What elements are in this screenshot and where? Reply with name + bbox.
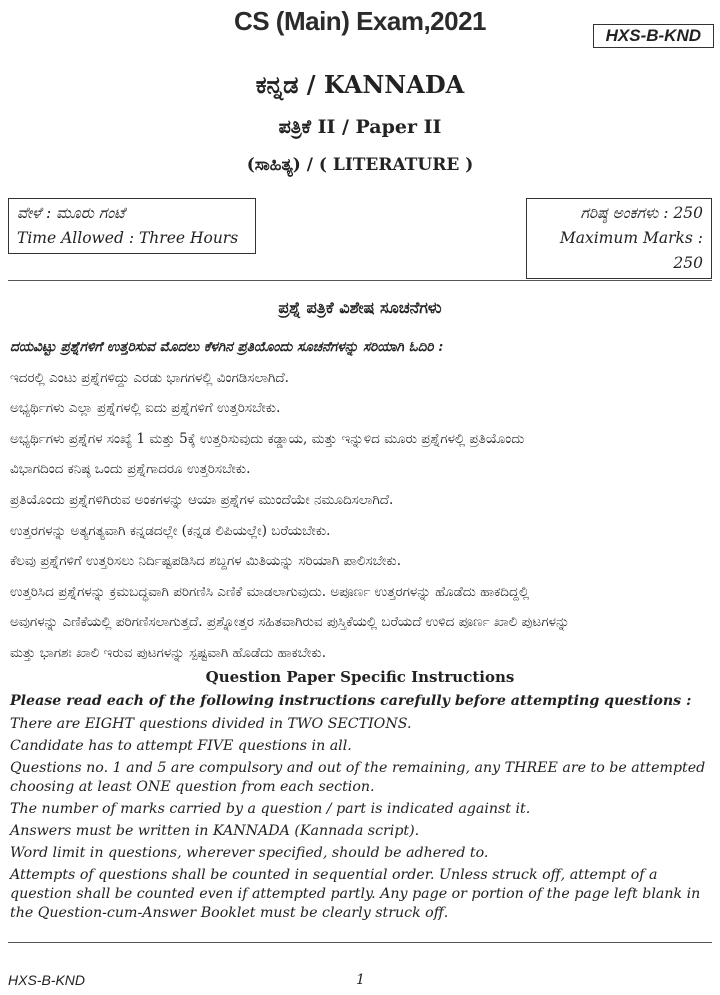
time-kannada: ವೇಳೆ : ಮೂರು ಗಂಟೆ [17,204,125,222]
kannada-instruction-line: ವಿಭಾಗದಿಂದ ಕನಿಷ್ಠ ಒಂದು ಪ್ರಶ್ನೆಗಾದರೂ ಉತ್ತರಿಸಬೇಕು. [10,461,251,478]
english-instruction-item: There are EIGHT questions divided in TWO SECTIONS. [10,716,412,732]
kannada-instruction-line: ಅಭ್ಯರ್ಥಿಗಳು ಪ್ರಶ್ನೆಗಳ ಸಂಖ್ಯೆ 1 ಮತ್ತು 5ಕ್ಕೆ ಉತ್ತರಿಸುವುದು ಕಡ್ಡಾಯ, ಮತ್ತು ಇನ್ನುಳಿದ ಮೂರು ಪ್ರಶ್ನೆಗಳಲ್ಲಿ ಪ್ರತಿಯೊಂದು [10,430,525,447]
kannada-instruction-line: ಮತ್ತು ಭಾಗಶಃ ಖಾಲಿ ಇರುವ ಪುಟಗಳನ್ನು ಸ್ಪಷ್ಟವಾಗಿ ಹೊಡೆದು ಹಾಕಬೇಕು. [10,644,326,661]
kannada-instructions-heading: ಪ್ರಶ್ನೆ ಪತ್ರಿಕೆ ವಿಶೇಷ ಸೂಚನೆಗಳು [278,298,442,317]
divider-top [8,280,712,281]
kannada-instruction-line: ಅಭ್ಯರ್ಥಿಗಳು ಎಲ್ಲಾ ಪ್ರಶ್ನೆಗಳಲ್ಲಿ ಐದು ಪ್ರಶ್ನೆಗಳಿಗೆ ಉತ್ತರಿಸಬೇಕು. [10,400,281,417]
english-instruction-item: The number of marks carried by a question / part is indicated against it. [10,801,531,817]
paper-number: ಪತ್ರಿಕೆ II / Paper II [278,116,442,138]
english-instruction-item: Candidate has to attempt FIVE questions in all. [10,738,352,754]
english-instruction-item: Answers must be written in KANNADA (Kannada script). [10,823,420,839]
subject-title: ಕನ್ನಡ / KANNADA [255,70,465,99]
english-instruction-item: Word limit in questions, wherever specified, should be adhered to. [10,845,489,861]
kannada-instruction-line: ಉತ್ತರಿಸಿದ ಪ್ರಶ್ನೆಗಳನ್ನು ಕ್ರಮಬದ್ಧವಾಗಿ ಪರಿಗಣಿಸಿ ಎಣಿಕೆ ಮಾಡಲಾಗುವುದು. ಅಪೂರ್ಣ ಉತ್ತರಗಳನ್ನು ಹೊಡೆದು ಹಾಕದಿದ್ದಲ್ಲಿ [10,583,530,600]
marks-english: Maximum Marks : 250 [559,229,703,272]
english-instructions [10,692,714,923]
english-instructions-heading: Question Paper Specific Instructions [205,668,515,686]
divider-bottom [8,942,712,943]
page-number: 1 [356,972,365,988]
kannada-instruction-line: ಉತ್ತರಗಳನ್ನು ಅತ್ಯಗತ್ಯವಾಗಿ ಕನ್ನಡದಲ್ಲೇ (ಕನ್ನಡ ಲಿಪಿಯಲ್ಲೇ) ಬರೆಯಬೇಕು. [10,522,331,539]
paper-section: (ಸಾಹಿತ್ಯ) / ( LITERATURE ) [246,155,474,175]
kannada-instruction-line: ಅವುಗಳನ್ನು ಎಣಿಕೆಯಲ್ಲಿ ಪರಿಗಣಿಸಲಾಗುತ್ತದೆ. ಪ್ರಶ್ನೋತ್ತರ ಸಹಿತವಾಗಿರುವ ಪುಸ್ತಿಕೆಯಲ್ಲಿ ಬರೆಯದೆ ಉಳಿದ ಪೂರ್ಣ ಖಾಲಿ ಪುಟಗಳನ್ನು [10,614,570,631]
exam-title: CS (Main) Exam,2021 [233,6,487,36]
kannada-instructions [10,332,712,669]
kannada-instruction-line: ಪ್ರತಿಯೊಂದು ಪ್ರಶ್ನೆಗಳಿಗಿರುವ ಅಂಕಗಳನ್ನು ಆಯಾ ಪ್ರಶ್ನೆಗಳ ಮುಂದೆಯೇ ನಮೂದಿಸಲಾಗಿದೆ. [10,491,394,508]
english-instruction-item: Attempts of questions shall be counted in sequential order. Unless struck off, attempt of a question shall be counted even if attempted partly. Any page or portion of the page left blank in the Question-cum-Answer Booklet must be clearly struck off. [10,867,701,921]
kannada-instruction-line: ಇದರಲ್ಲಿ ಎಂಟು ಪ್ರಶ್ನೆಗಳಿದ್ದು ಎರಡು ಭಾಗಗಳಲ್ಲಿ ವಿಂಗಡಿಸಲಾಗಿದೆ. [10,369,289,386]
footer-paper-code: HXS-B-KND [8,972,86,988]
time-english: Time Allowed : Three Hours [17,229,239,247]
kannada-instruction-intro: ದಯವಿಟ್ಟು ಪ್ರಶ್ನೆಗಳಿಗೆ ಉತ್ತರಿಸುವ ಮೊದಲು ಕೆಳಗಿನ ಪ್ರತಿಯೊಂದು ಸೂಚನೆಗಳನ್ನು ಸರಿಯಾಗಿ ಓದಿರಿ : [10,339,444,355]
english-instruction-item: Questions no. 1 and 5 are compulsory and out of the remaining, any THREE are to be attempted choosing at least ONE question from each section. [10,760,706,795]
kannada-instruction-line: ಕೆಲವು ಪ್ರಶ್ನೆಗಳಿಗೆ ಉತ್ತರಿಸಲು ನಿರ್ದಿಷ್ಟಪಡಿಸಿದ ಶಬ್ದಗಳ ಮಿತಿಯನ್ನು ಸರಿಯಾಗಿ ಪಾಲಿಸಬೇಕು. [10,553,401,570]
paper-code-box: HXS-B-KND [593,24,714,48]
english-instruction-intro: Please read each of the following instructions carefully before attempting questions : [10,693,692,709]
marks-kannada: ಗರಿಷ್ಠ ಅಂಕಗಳು : 250 [580,204,703,222]
max-marks-box [526,198,712,279]
time-allowed-box [8,198,256,254]
